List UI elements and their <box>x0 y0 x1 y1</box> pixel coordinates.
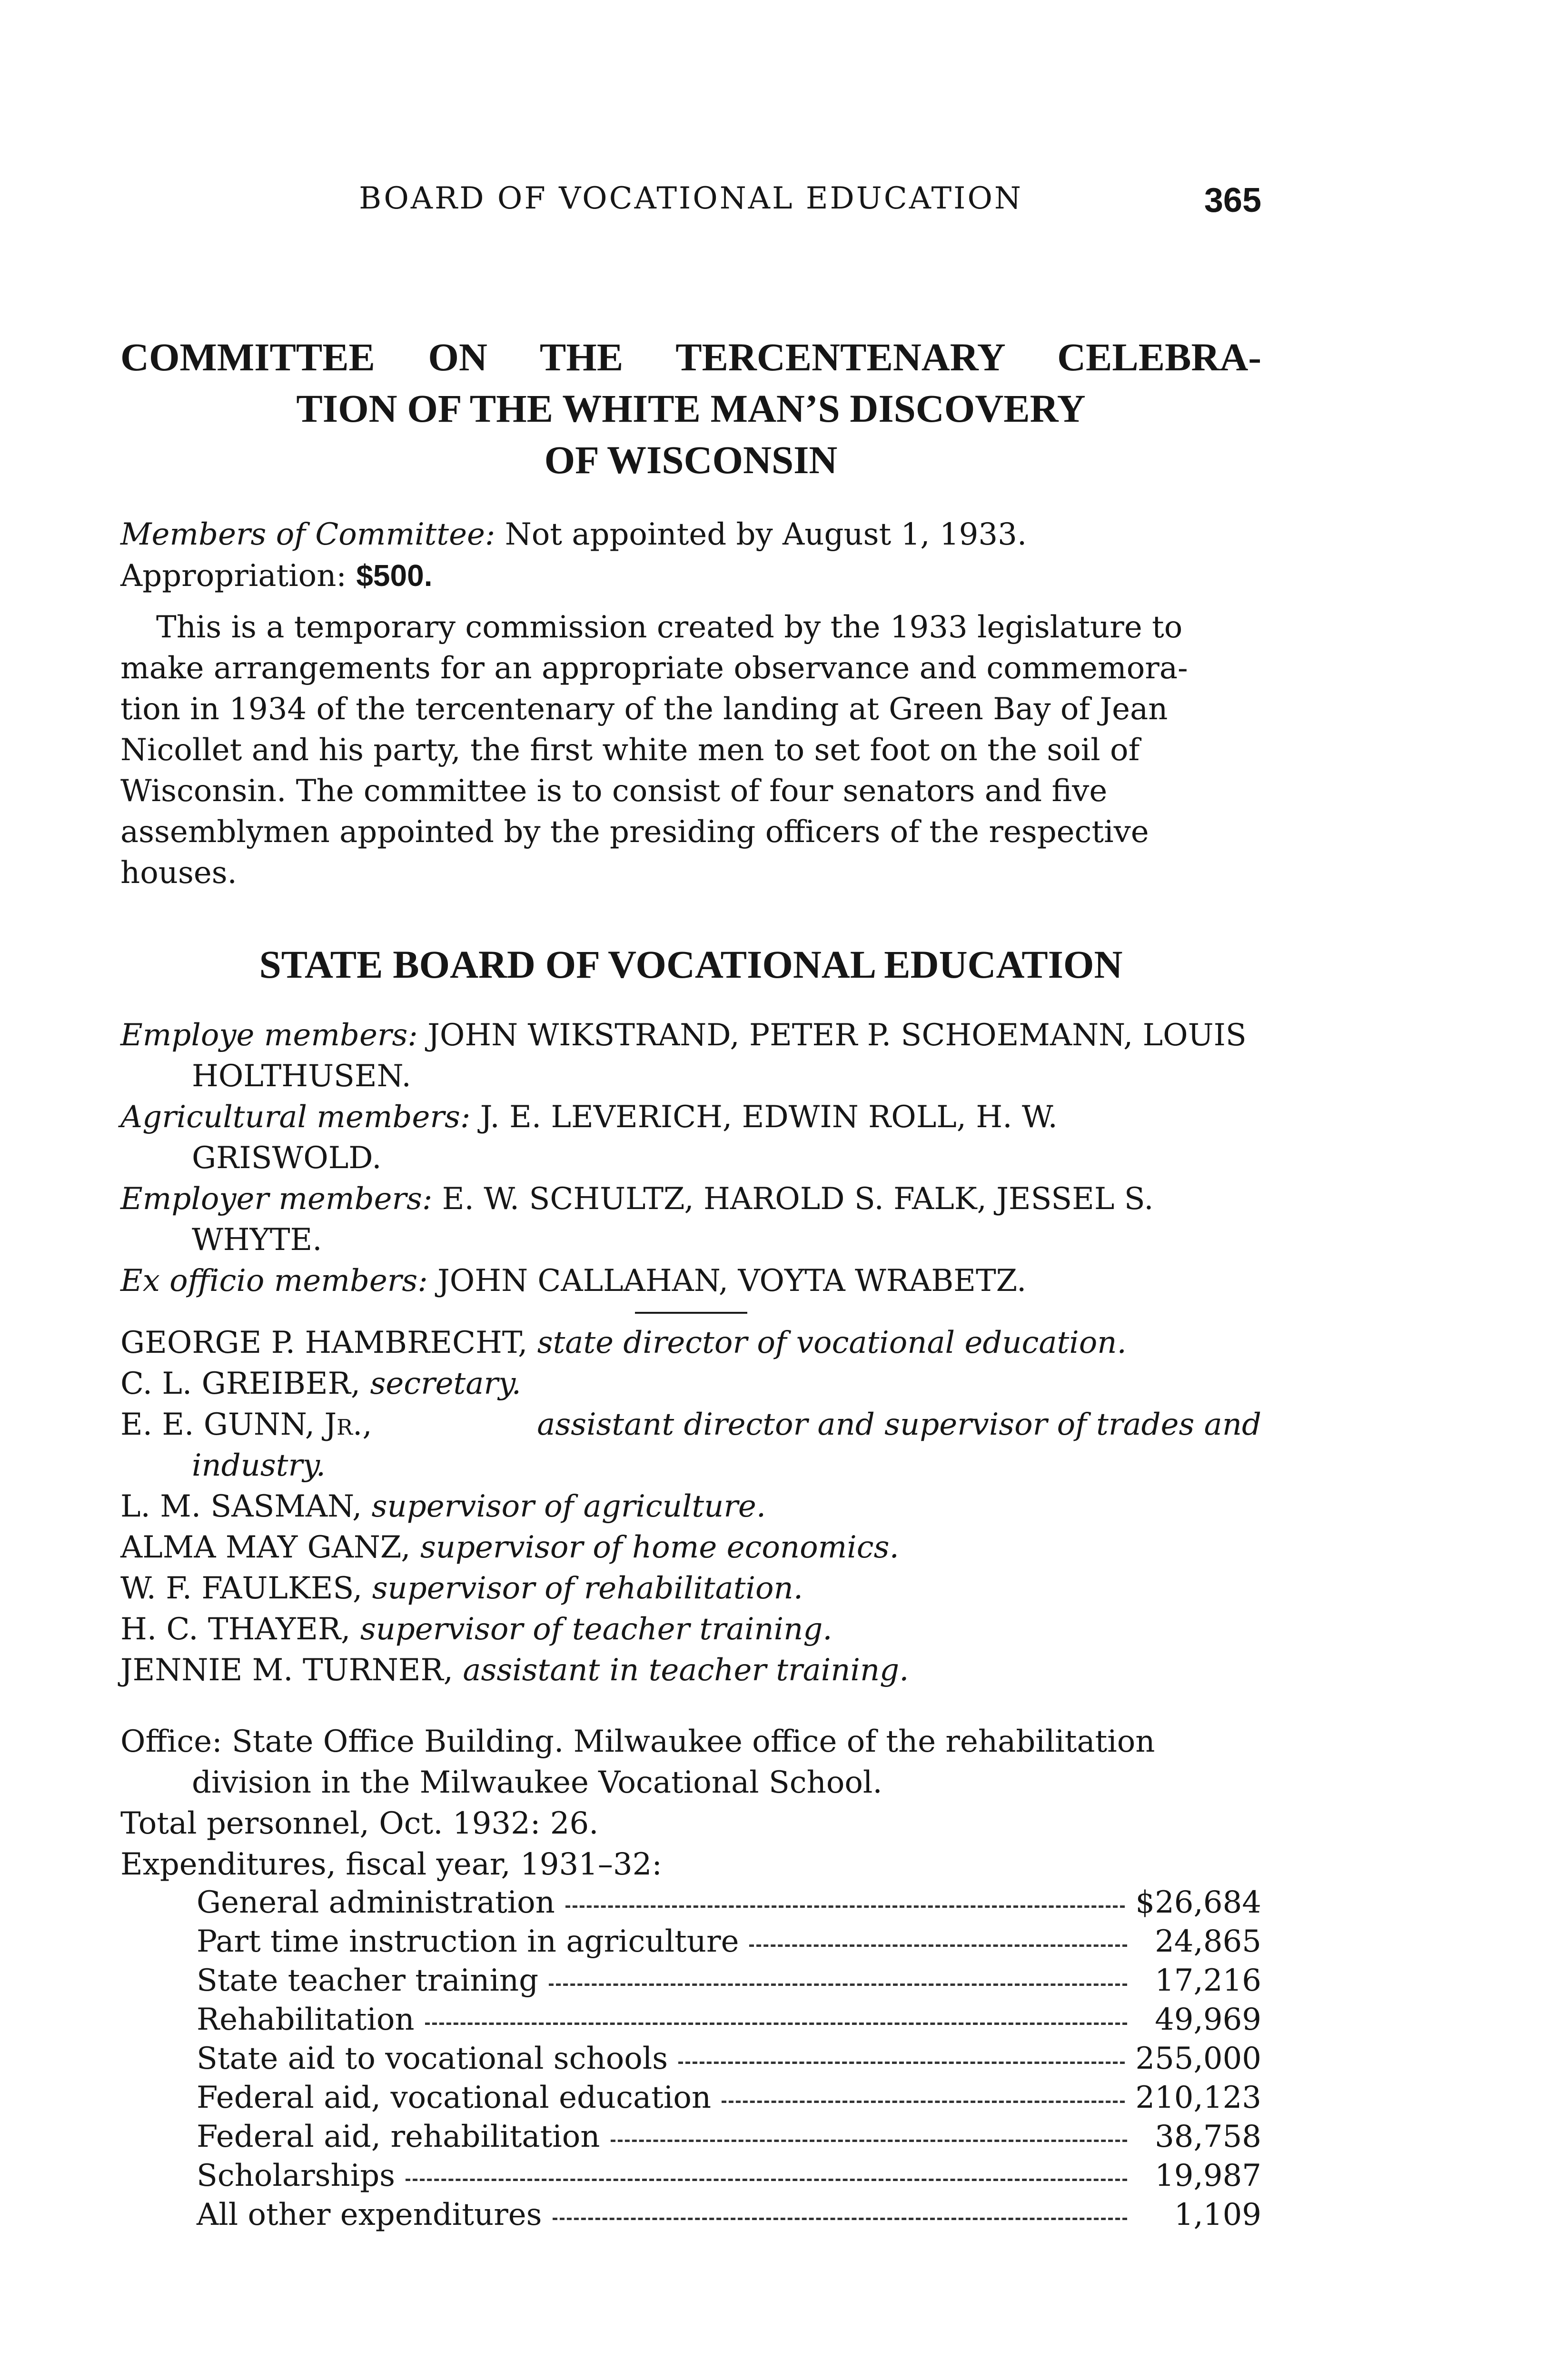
staff-title: assistant in teacher training. <box>463 1653 909 1688</box>
staff-entry <box>120 1363 1261 1404</box>
staff-title: state director of vocational education. <box>537 1325 1127 1360</box>
heading-line: COMMITTEE ON THE TERCENTENARY CELEBRA- <box>120 335 1261 379</box>
expenditure-row <box>197 2041 1261 2080</box>
staff-title: supervisor of home economics. <box>420 1530 899 1565</box>
staff-name: ALMA MAY GANZ, <box>120 1530 411 1565</box>
expenditure-amount: 49,969 <box>1155 2002 1261 2037</box>
expenditure-row <box>197 2119 1261 2158</box>
dot-leader <box>549 1983 1127 1986</box>
staff-entry <box>120 1609 1261 1650</box>
expenditure-label: Part time instruction in agriculture <box>197 1924 739 1959</box>
staff-title: supervisor of agriculture. <box>371 1489 766 1524</box>
dot-leader <box>565 1905 1125 1908</box>
paragraph-line: assemblymen appointed by the presiding officers of the respective <box>120 814 1149 850</box>
heading-line: TION OF THE WHITE MAN’S DISCOVERY <box>296 387 1086 430</box>
member-group-agricultural <box>120 1097 1261 1138</box>
member-group-ex-officio <box>120 1260 1261 1301</box>
expenditure-amount: $26,684 <box>1135 1885 1261 1920</box>
office-line: Office: State Office Building. Milwaukee office of the rehabilitation <box>120 1724 1155 1759</box>
expenditure-amount: 1,109 <box>1174 2197 1261 2232</box>
staff-entry <box>120 1404 1261 1445</box>
expenditure-amount: 210,123 <box>1135 2080 1261 2115</box>
staff-title-cont: industry. <box>192 1448 326 1483</box>
committee-description <box>120 607 1261 893</box>
staff-entry <box>120 1527 1261 1568</box>
running-title: BOARD OF VOCATIONAL EDUCATION <box>359 181 1023 216</box>
paragraph-line <box>120 607 1261 648</box>
member-group-label: Agricultural members: <box>120 1100 471 1135</box>
page-number: 365 <box>1204 181 1261 219</box>
staff-title: secretary. <box>370 1366 521 1401</box>
member-group-label: Ex officio members: <box>120 1263 428 1299</box>
staff-name: L. M. SASMAN, <box>120 1489 362 1524</box>
staff-name: GEORGE P. HAMBRECHT, <box>120 1325 528 1360</box>
staff-entry <box>120 1650 1261 1691</box>
paragraph-text: This is a temporary commission created by the 1933 legislature to <box>156 610 1183 645</box>
dot-leader <box>678 2062 1125 2064</box>
member-group-label: Employe members: <box>120 1018 418 1053</box>
expenditures-table <box>197 1885 1261 2236</box>
document-page <box>120 181 1261 2236</box>
member-group-employe <box>120 1015 1261 1056</box>
board-staff <box>120 1322 1261 1691</box>
expenditure-row <box>197 1924 1261 1963</box>
staff-entry <box>120 1322 1261 1363</box>
paragraph-line: tion in 1934 of the tercentenary of the landing at Green Bay of Jean <box>120 692 1168 727</box>
expenditure-label: Federal aid, vocational education <box>197 2080 712 2115</box>
staff-name: C. L. GREIBER, <box>120 1366 361 1401</box>
section-heading-vocational-board: STATE BOARD OF VOCATIONAL EDUCATION <box>259 942 1123 986</box>
expenditure-label: State teacher training <box>197 1963 539 1998</box>
member-names: E. W. SCHULTZ, HAROLD S. FALK, JESSEL S. <box>442 1181 1154 1217</box>
staff-entry <box>120 1486 1261 1527</box>
member-names: J. E. LEVERICH, EDWIN ROLL, H. W. <box>480 1100 1058 1135</box>
staff-title: supervisor of rehabilitation. <box>372 1571 803 1606</box>
divider-rule <box>635 1312 747 1314</box>
expenditure-row <box>197 2002 1261 2041</box>
expenditure-row <box>197 1963 1261 2002</box>
office-line-cont: division in the Milwaukee Vocational School. <box>192 1765 882 1800</box>
heading-line: OF WISCONSIN <box>544 438 838 482</box>
paragraph-line: Nicollet and his party, the first white men to set foot on the soil of <box>120 733 1140 768</box>
expenditure-label: Federal aid, rehabilitation <box>197 2119 600 2154</box>
expenditure-label: All other expenditures <box>197 2197 542 2232</box>
expenditure-row <box>197 2080 1261 2119</box>
expenditure-label: State aid to vocational schools <box>197 2041 668 2076</box>
members-label: Members of Committee: <box>120 517 496 552</box>
member-group-employer <box>120 1179 1261 1220</box>
expenditures-heading: Expenditures, fiscal year, 1931–32: <box>120 1847 662 1882</box>
dot-leader <box>425 2023 1127 2025</box>
personnel-line: Total personnel, Oct. 1932: 26. <box>120 1806 599 1841</box>
expenditure-amount: 255,000 <box>1135 2041 1261 2076</box>
paragraph-line: make arrangements for an appropriate observance and commemora- <box>120 651 1188 686</box>
member-names: JOHN CALLAHAN, VOYTA WRABETZ. <box>437 1263 1027 1299</box>
expenditure-row <box>197 2197 1261 2236</box>
staff-title: supervisor of teacher training. <box>360 1612 832 1647</box>
board-members <box>120 1015 1261 1301</box>
paragraph-line: Wisconsin. The committee is to consist of four senators and five <box>120 774 1108 809</box>
member-names-cont: HOLTHUSEN. <box>192 1059 411 1094</box>
dot-leader <box>406 2179 1127 2181</box>
expenditure-label: Rehabilitation <box>197 2002 415 2037</box>
committee-meta <box>120 514 1261 596</box>
running-header <box>120 181 1261 228</box>
staff-name: JENNIE M. TURNER, <box>120 1653 453 1688</box>
member-names-cont: GRISWOLD. <box>192 1140 382 1176</box>
staff-entry <box>120 1568 1261 1609</box>
section-heading-tercentenary <box>120 331 1261 486</box>
expenditure-row <box>197 1885 1261 1924</box>
appropriation-label: Appropriation: <box>120 558 347 594</box>
expenditure-amount: 24,865 <box>1155 1924 1261 1959</box>
dot-leader <box>722 2101 1125 2103</box>
staff-name: H. C. THAYER, <box>120 1612 351 1647</box>
dot-leader <box>749 1944 1127 1947</box>
member-names: JOHN WIKSTRAND, PETER P. SCHOEMANN, LOUIS <box>427 1018 1247 1053</box>
staff-name: E. E. GUNN, Jr., <box>120 1407 372 1442</box>
appropriation-line <box>120 555 1261 596</box>
staff-name: W. F. FAULKES, <box>120 1571 363 1606</box>
member-names-cont: WHYTE. <box>192 1222 322 1258</box>
appropriation-value: $500. <box>356 558 433 593</box>
members-value: Not appointed by August 1, 1933. <box>505 517 1027 552</box>
staff-title: assistant director and supervisor of trades and <box>537 1407 1261 1442</box>
expenditure-label: Scholarships <box>197 2158 395 2193</box>
committee-members-line <box>120 514 1261 555</box>
expenditure-amount: 19,987 <box>1155 2158 1261 2193</box>
dot-leader <box>611 2140 1128 2142</box>
paragraph-line: houses. <box>120 855 237 891</box>
expenditure-label: General administration <box>197 1885 555 1920</box>
member-group-label: Employer members: <box>120 1181 433 1217</box>
expenditure-row <box>197 2158 1261 2197</box>
dot-leader <box>553 2218 1128 2220</box>
expenditure-amount: 17,216 <box>1155 1963 1261 1998</box>
board-office-info <box>120 1721 1261 1885</box>
expenditure-amount: 38,758 <box>1155 2119 1261 2154</box>
